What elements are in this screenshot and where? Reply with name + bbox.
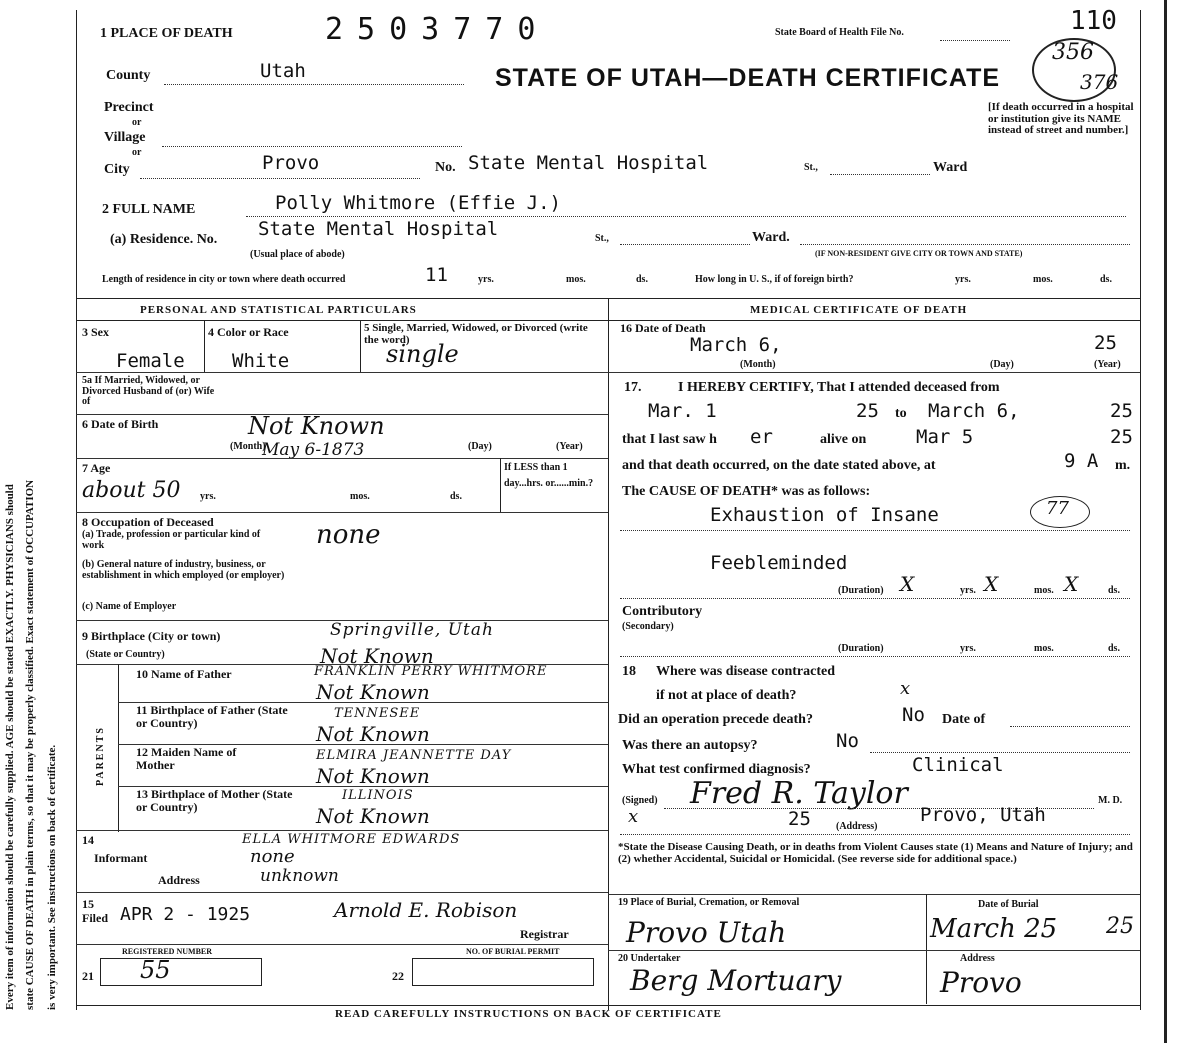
registered-number-box bbox=[100, 958, 262, 986]
date-of-death-month: March 6, bbox=[690, 334, 782, 356]
circled-number-top: 356 bbox=[1052, 40, 1094, 65]
attended-from-year: 25 bbox=[856, 400, 879, 422]
informant-address-value: unknown bbox=[260, 866, 339, 886]
date-of-death-year: 25 bbox=[1094, 332, 1117, 354]
cause-code: 77 bbox=[1046, 498, 1069, 519]
sex-value: Female bbox=[116, 350, 185, 372]
right-edge bbox=[1164, 0, 1167, 1043]
certificate-title: STATE OF UTAH—DEATH CERTIFICATE bbox=[495, 64, 1001, 92]
filed-date: APR 2 - 1925 bbox=[120, 904, 251, 925]
attended-to-year: 25 bbox=[1110, 400, 1133, 422]
dob-extra: May 6-1873 bbox=[262, 440, 365, 460]
left-border bbox=[76, 10, 77, 1010]
file-number-label: State Board of Health File No. bbox=[775, 27, 904, 38]
attended-to: March 6, bbox=[928, 400, 1020, 422]
city-label: City bbox=[104, 162, 130, 177]
where-contracted-value: x bbox=[900, 678, 911, 699]
physician-signature: Fred R. Taylor bbox=[690, 776, 908, 811]
length-of-residence-value: 11 bbox=[425, 264, 448, 286]
occupation-value: none bbox=[316, 520, 381, 550]
center-divider bbox=[608, 298, 609, 1010]
cause-footnote: *State the Disease Causing Death, or in deaths from Violent Causes state (1) Means and Nature of Injury; and (2) whether Accidental, Suicidal or Homicidal. (See reverse side for additional space.) bbox=[618, 841, 1133, 865]
registrar-signature: Arnold E. Robison bbox=[334, 898, 518, 922]
village-label: Village bbox=[104, 130, 146, 145]
marital-value: single bbox=[386, 340, 459, 368]
registered-number: 55 bbox=[140, 956, 171, 984]
mother-birthplace-value: ILLINOIS bbox=[342, 788, 414, 803]
undertaker-address: Provo bbox=[940, 966, 1022, 999]
mother-birthplace-value-2: Not Known bbox=[316, 804, 430, 828]
burial-place: Provo Utah bbox=[626, 916, 787, 949]
circled-number-bottom: 376 bbox=[1080, 70, 1119, 94]
file-number: 110 bbox=[1070, 6, 1117, 36]
color-value: White bbox=[232, 350, 290, 372]
footer-instructions: READ CAREFULLY INSTRUCTIONS ON BACK OF CERTIFICATE bbox=[335, 1008, 722, 1020]
mother-name-value-2: Not Known bbox=[316, 764, 430, 788]
father-birthplace-value: TENNESEE bbox=[334, 706, 421, 721]
undertaker-value: Berg Mortuary bbox=[630, 964, 842, 997]
test-value: Clinical bbox=[912, 754, 1004, 776]
birthplace-state-value: Not Known bbox=[320, 644, 434, 668]
age-value: about 50 bbox=[82, 478, 181, 503]
alive-on-year: 25 bbox=[1110, 426, 1133, 448]
operation-value: No bbox=[902, 704, 925, 726]
city-value: Provo bbox=[262, 152, 320, 174]
burial-year: 25 bbox=[1106, 914, 1134, 939]
personal-header: PERSONAL AND STATISTICAL PARTICULARS bbox=[140, 304, 417, 316]
residence-value: State Mental Hospital bbox=[258, 218, 499, 240]
signed-year: 25 bbox=[788, 808, 811, 830]
cause-of-death-2: Feebleminded bbox=[710, 552, 848, 574]
hospital-note: [If death occurred in a hospital or institution give its NAME instead of street and number.] bbox=[988, 101, 1134, 137]
autopsy-value: No bbox=[836, 730, 859, 752]
ward-label: Ward bbox=[933, 160, 968, 175]
precinct-label: Precinct bbox=[104, 100, 154, 115]
county-value: Utah bbox=[260, 60, 306, 82]
sidebar-instructions-3: is very important. See instructions on back of certificate. bbox=[46, 744, 58, 1010]
mother-name-value: ELMIRA JEANNETTE DAY bbox=[316, 748, 512, 763]
attended-from: Mar. 1 bbox=[648, 400, 717, 422]
burial-permit-box bbox=[412, 958, 594, 986]
informant-value-2: none bbox=[250, 846, 295, 867]
county-label: County bbox=[106, 68, 151, 83]
alive-on: Mar 5 bbox=[916, 426, 974, 448]
sidebar-instructions-1: Every item of information should be carefully supplied. AGE should be stated EXACTLY. PHYSICIANS should bbox=[4, 484, 16, 1010]
dob-value: Not Known bbox=[248, 412, 385, 440]
medical-header: MEDICAL CERTIFICATE OF DEATH bbox=[750, 304, 968, 316]
informant-value: ELLA WHITMORE EDWARDS bbox=[242, 832, 461, 847]
full-name-value: Polly Whitmore (Effie J.) bbox=[275, 192, 561, 214]
physician-address: Provo, Utah bbox=[920, 804, 1046, 826]
father-birthplace-value-2: Not Known bbox=[316, 722, 430, 746]
right-border bbox=[1140, 10, 1141, 1010]
father-name-value: FRANKLIN PERRY WHITMORE bbox=[314, 664, 548, 679]
father-name-value-2: Not Known bbox=[316, 680, 430, 704]
sidebar-instructions-2: state CAUSE OF DEATH in plain terms, so that it may be properly classified. Exact statement of OCCUPATION bbox=[24, 479, 36, 1010]
time-of-death: 9 A bbox=[1064, 450, 1099, 472]
residence-label: (a) Residence. No. bbox=[110, 232, 218, 247]
full-name-label: 2 FULL NAME bbox=[102, 202, 196, 217]
street-value: State Mental Hospital bbox=[468, 152, 709, 174]
bottom-line bbox=[76, 1005, 1140, 1006]
burial-date: March 25 bbox=[930, 914, 1058, 944]
place-of-death-label: 1 PLACE OF DEATH bbox=[100, 26, 233, 41]
street-no-label: No. bbox=[435, 160, 456, 175]
birthplace-value: Springville, Utah bbox=[330, 620, 494, 640]
cause-of-death-1: Exhaustion of Insane bbox=[710, 504, 939, 526]
certificate-number: 2503770 bbox=[325, 12, 550, 47]
length-of-residence-label: Length of residence in city or town where death occurred bbox=[102, 274, 346, 285]
